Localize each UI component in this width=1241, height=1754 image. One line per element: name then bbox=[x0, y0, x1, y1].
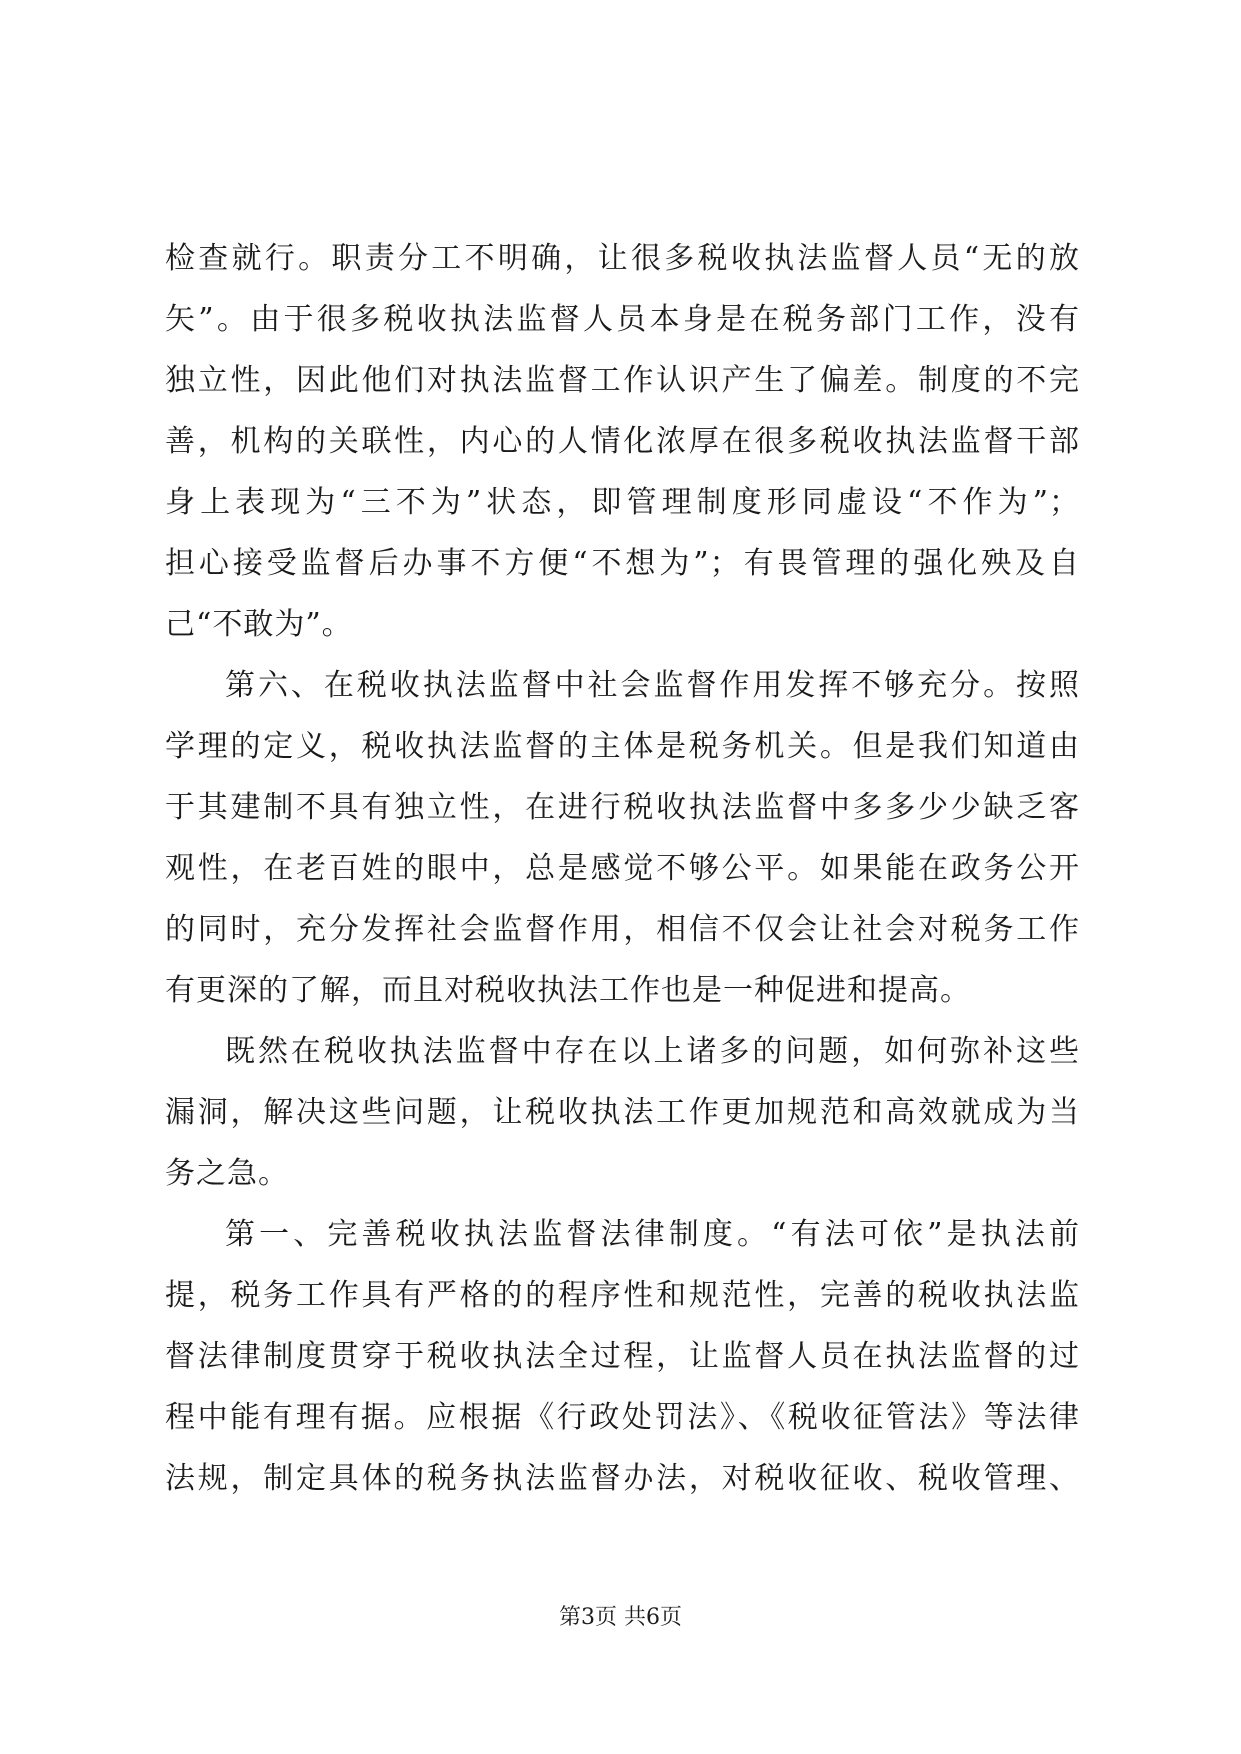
text-line: 法规，制定具体的税务执法监督办法，对税收征收、税收管理、 bbox=[165, 1461, 1080, 1496]
text-line: 检查就行。职责分工不明确，让很多税收执法监督人员“无的放 bbox=[165, 241, 1080, 276]
text-line: 独立性，因此他们对执法监督工作认识产生了偏差。制度的不完 bbox=[165, 363, 1080, 398]
paragraph bbox=[165, 655, 1080, 1021]
paragraph bbox=[165, 1204, 1080, 1509]
text-line: 矢”。由于很多税收执法监督人员本身是在税务部门工作，没有 bbox=[165, 302, 1080, 337]
text-line: 程中能有理有据。应根据《行政处罚法》、《税收征管法》等法律 bbox=[165, 1400, 1080, 1435]
text-line: 务之急。 bbox=[165, 1156, 289, 1191]
text-line: 提，税务工作具有严格的的程序性和规范性，完善的税收执法监 bbox=[165, 1278, 1080, 1313]
text-line: 漏洞，解决这些问题，让税收执法工作更加规范和高效就成为当 bbox=[165, 1095, 1080, 1130]
paragraph bbox=[165, 228, 1080, 655]
paragraph bbox=[165, 1021, 1080, 1204]
text-line: 善，机构的关联性，内心的人情化浓厚在很多税收执法监督干部 bbox=[165, 424, 1080, 459]
text-line: 第六、在税收执法监督中社会监督作用发挥不够充分。按照 bbox=[225, 668, 1080, 703]
text-line: 有更深的了解，而且对税收执法工作也是一种促进和提高。 bbox=[165, 973, 971, 1008]
body-text bbox=[165, 228, 1080, 1509]
text-line: 既然在税收执法监督中存在以上诸多的问题，如何弥补这些 bbox=[225, 1034, 1080, 1069]
text-line: 学理的定义，税收执法监督的主体是税务机关。但是我们知道由 bbox=[165, 729, 1080, 764]
text-line: 于其建制不具有独立性，在进行税收执法监督中多多少少缺乏客 bbox=[165, 790, 1080, 825]
text-line: 身上表现为“三不为”状态，即管理制度形同虚设“不作为”； bbox=[165, 485, 1080, 520]
text-line: 担心接受监督后办事不方便“不想为”；有畏管理的强化殃及自 bbox=[165, 546, 1080, 581]
text-line: 的同时，充分发挥社会监督作用，相信不仅会让社会对税务工作 bbox=[165, 912, 1080, 947]
text-line: 观性，在老百姓的眼中，总是感觉不够公平。如果能在政务公开 bbox=[165, 851, 1080, 886]
text-line: 己“不敢为”。 bbox=[165, 607, 353, 642]
text-line: 第一、完善税收执法监督法律制度。“有法可依”是执法前 bbox=[225, 1217, 1080, 1252]
text-line: 督法律制度贯穿于税收执法全过程，让监督人员在执法监督的过 bbox=[165, 1339, 1080, 1374]
page-footer: 第3页 共6页 bbox=[559, 1605, 682, 1630]
